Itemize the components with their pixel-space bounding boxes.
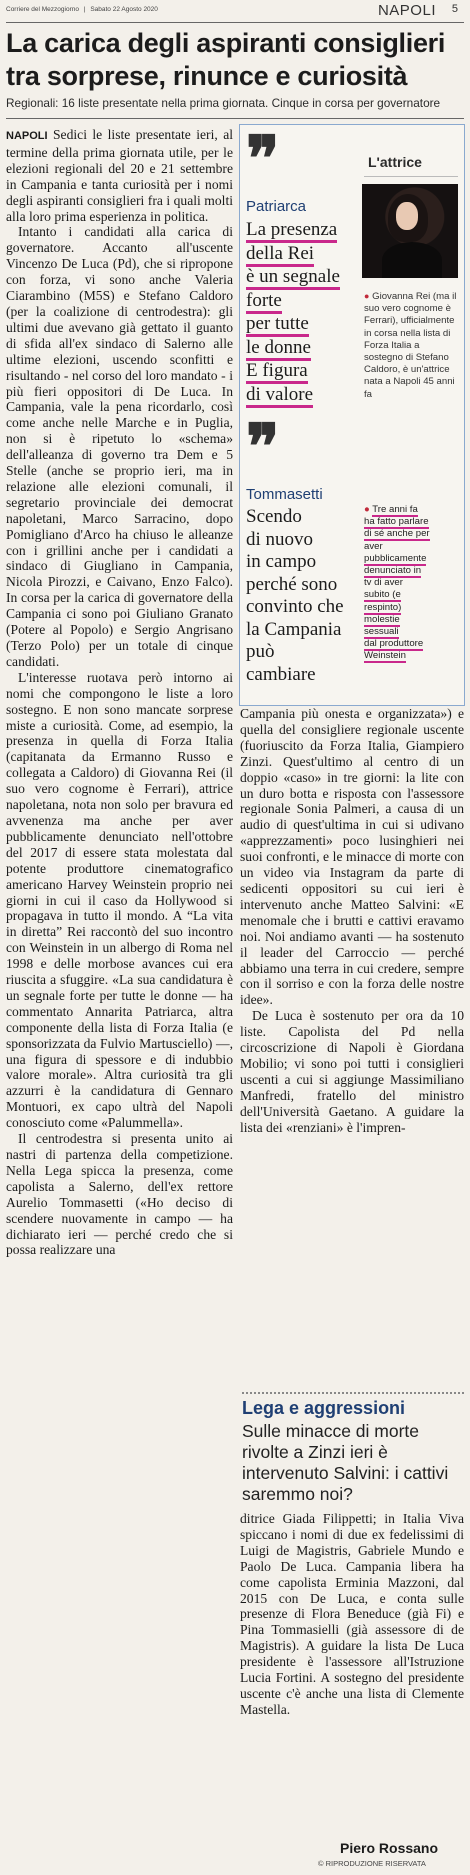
lega-box-body: Sulle minacce di morte rivolte a Zinzi ieri è intervenuto Salvini: i cattivi saremmo noi? (242, 1421, 449, 1504)
headline-line: La carica degli aspiranti consiglieri (6, 28, 446, 58)
dateline: NAPOLI (6, 130, 48, 142)
article-column-1 (6, 127, 233, 1258)
paragraph: L'interesse ruotava però intorno ai nomi che compongono le liste a loro sostegno. E non sono mancate sorprese miste a curiosità. Come, ad esempio, la presenza in quella di Forza Italia (capitanata da Ermanno Russo e collegata a Caldoro) di Giovanna Rei (il suo vero cognome è Ferrari), attrice napoletana, nota non solo per bravura ed avvenenza ma anche per aver pubblicamente denunciato nell'ottobre del 2017 di essere stata molestata dal potente produttore cinematografico americano Harvey Weinstein proprio nei giorni in cui il caso da Hollywood si propagava in tutto il mondo. A “La vita in diretta” Rei raccontò del suo incontro con Weinstein in un albergo di Roma nel 1998 e delle morbose avances cui era riuscita a sfuggire. «La sua candidatura è un segnale forte per tutte le donne — ha commentato Annarita Patriarca, altra componente della lista di Forza Italia (e sponsorizzata da Fulvio Martusciello) —, una figura di spessore e di indubbio valore morale». Altra curiosità tra gli azzurri è la candidatura di Gennaro Montuori, ex capo ultrà del Napoli conosciuto come «Palummella». (6, 669, 233, 1131)
article-column-3 (240, 1511, 464, 1718)
photo-label: L'attrice (368, 154, 422, 170)
photo-caption-highlight: ● Tre anni fa ha fatto parlare di sé anche per aver pubblicamente denunciato in tv di aver subito (e respinto) molestie sessuali dal produttore Weinstein (364, 504, 430, 662)
paragraph: Campania più onesta e organizzata») e quella del consigliere regionale uscente (fuoriuscito da Forza Italia, Giampiero Zinzi. Quest'ultimo al centro di un doppio «caso» in tre giorni: la lite con un duro botta e risposta con l'assessore regionale Sonia Palmeri, a causa di un audio di quest'ultima in cui si udivano «apprezzamenti» poco lusinghieri nei suoi confronti, e le minacce di morte con un video via Instagram da parte di sedicenti oppositori su cui ieri è intervenuto anche Matteo Salvini: «E menomale che i brutti e cattivi eravamo noi. Noi andiamo avanti — ha sostenuto il leader del Carroccio — perché abbiamo una terra in cui credere, sempre con il sorriso e con la forza delle nostre idee». (240, 706, 464, 1008)
issue-date: Sabato 22 Agosto 2020 (90, 6, 158, 13)
paragraph: Il centrodestra si presenta unito ai nastri di partenza della competizione. Nella Lega spicca la presenza, come capolista a Salerno, dell'ex rettore Aurelio Tommasetti («Ho deciso di scendere nuovamente in campo — ha dichiarato ieri — perché credo che si possa realizzare una (6, 1131, 233, 1258)
headline-line: tra sorprese, rinunce e curiosità (6, 61, 408, 91)
bullet-icon: ● (364, 504, 370, 515)
quote-mark-icon: ❞ (246, 122, 280, 195)
paragraph: Intanto i candidati alla carica di governatore. Accanto all'uscente Vincenzo De Luca (Pd), che si ripropone con forza, vi sono anche Valeria Ciarambino (M5S) e Stefano Caldoro (per la coalizione di centrodestra): gli ultimi due avevano già gettato il guanto di sfida all'ex sindaco di Salerno alle ultime elezioni, uscendo sconfitti e risultando - nel corso del loro mandato - i più fieri oppositori di De Luca. In Campania, vale la pena ricordarlo, così come anche nelle Marche e in Puglia, non si è ripetuto lo «schema» dell'alleanza di governo tra Dem e 5 Stelle (anche se proprio ieri, ma in relazione alle elezioni comunali, il segretario provinciale dei democrat napoletani, Marco Sarracino, dopo Pomigliano d'Arco ha chiuso le alleanze con i grillini anche per i candidati a sindaco di Giugliano in Campania, Nicola Pirozzi, e Caivano, Enzo Falco). In corsa per la carica di governatore della Campania ci sono poi Giuliano Granato (Potere al Popolo) e Sergio Angrisano (Terzo Polo) per un totale di cinque candidati. (6, 224, 233, 669)
box-divider (242, 1392, 464, 1395)
header-rule (6, 22, 464, 23)
section-name: NAPOLI (377, 2, 436, 19)
page-number: 5 (451, 3, 458, 15)
header-meta: Corriere del Mezzogiorno | Sabato 22 Agosto 2020 (6, 6, 158, 13)
lega-box-title: Lega e aggressioni (242, 1398, 406, 1418)
portrait-photo (362, 184, 458, 278)
subhead: Regionali: 16 liste presentate nella prima giornata. Cinque in corsa per governatore (6, 96, 441, 110)
page-header (0, 0, 470, 22)
author-byline: Piero Rossano (340, 1840, 439, 1856)
subhead-rule (6, 118, 464, 119)
copyright-notice: © RIPRODUZIONE RISERVATA (318, 1859, 426, 1868)
quote-author: Patriarca (246, 198, 307, 215)
bullet-icon: ● (364, 291, 370, 301)
headline (6, 27, 466, 93)
lega-box (242, 1398, 466, 1505)
paragraph: De Luca è sostenuto per ora da 10 liste. Capolista del Pd nella circoscrizione di Napoli è Giordana Mobilio; vi sono poi tutti i consiglieri uscenti a cui si aggiunge Massimiliano Manfredi, fratello del ministro dell'Università Gaetano. A guidare la lista dei «renziani» è l'impren- (240, 1008, 464, 1135)
paragraph: ditrice Giada Filippetti; in Italia Viva spiccano i nomi di due ex fedelissimi di Luigi de Magistris, Gabriele Mundo e Paolo De Luca. Campania libera ha come capolista Erminia Mazzoni, dal 2015 con De Luca, e conta sulle presenze di Flora Beneduce (già Fi) e Pina Tommasielli (già assessore di de Magistris). A guidare la lista De Luca presidente è l'assessore all'Istruzione Lucia Fortini. A sostegno del presidente uscente c'è anche una lista di Clemente Mastella. (240, 1511, 464, 1717)
photo-label-rule (364, 176, 458, 177)
paragraph: NAPOLI Sedici le liste presentate ieri, al termine della prima giornata utile, per le elezioni regionali del 20 e 21 settembre in Campania e tanta curiosità per i nomi degli aspiranti consiglieri fra i quali molti alla loro prima esperienza in politica. (6, 127, 233, 224)
quote-author: Tommasetti (246, 486, 323, 503)
quote-mark-icon: ❞ (246, 410, 280, 483)
quote-text: Scendo di nuovo in campo perché sono convinto che la Campania può cambiare (246, 506, 344, 685)
publication-name: Corriere del Mezzogiorno (6, 6, 79, 13)
photo-caption: ● Giovanna Rei (ma il suo vero cognome è Ferrari), ufficialmente in corsa nella lista di Forza Italia a sostegno di Stefano Caldoro, è un'attrice nata a Napoli 45 anni fa (364, 291, 457, 400)
article-column-2 (240, 706, 464, 1135)
quote-text: La presenza della Rei è un segnale forte per tutte le donne E figura di valore (246, 218, 358, 406)
